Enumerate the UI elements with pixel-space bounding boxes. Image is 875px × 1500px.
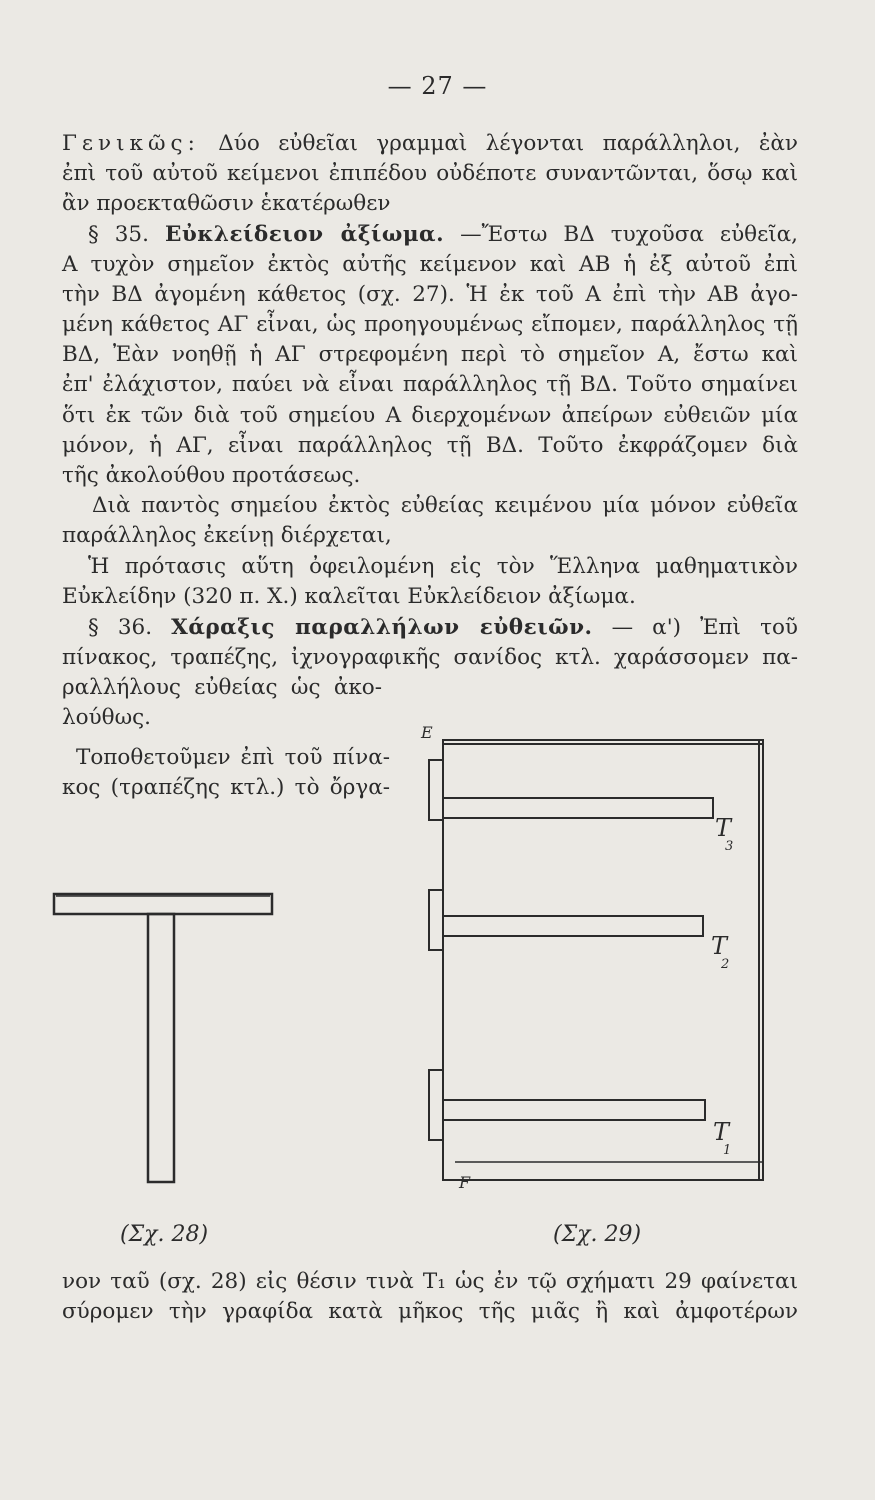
board-label-f: F xyxy=(459,1173,471,1190)
text-line-22: κος (τραπέζης κτλ.) τὸ ὄργα- xyxy=(62,775,390,800)
text-line-12: τῆς ἀκολούθου προτάσεως. xyxy=(62,463,361,488)
text-line-8: ΒΔ, Ἐὰν νοηθῇ ἡ ΑΓ στρεφομένη περὶ τὸ σημεῖον Α, ἔστω καὶ xyxy=(62,342,798,367)
text-line-9: ἐπ' ἐλάχιστον, παύει νὰ εἶναι παράλληλος τῇ ΒΔ. Τοῦτο σημαίνει xyxy=(62,372,798,397)
t2-head xyxy=(429,890,443,950)
text-line-18: πίνακος, τραπέζης, ἰχνογραφικῆς σανίδος κτλ. χαράσσομεν πα- xyxy=(62,645,798,670)
text-line-24: σύρομεν τὴν γραφίδα κατὰ μῆκος τῆς μιᾶς ἢ καὶ ἀμφοτέρων xyxy=(62,1299,798,1324)
t3-blade xyxy=(443,798,713,818)
t1-subscript: 1 xyxy=(723,1143,732,1158)
section-text: — α') Ἐπὶ τοῦ xyxy=(611,615,798,640)
t-square-blade xyxy=(148,914,174,1182)
text-line-11: μόνον, ἡ ΑΓ, εἶναι παράλληλος τῇ ΒΔ. Τοῦτο ἐκφράζομεν διὰ xyxy=(62,433,798,458)
figure-28-t-square xyxy=(50,870,280,1190)
t3-subscript: 3 xyxy=(725,839,734,854)
text-line-4 xyxy=(88,221,798,249)
t2-subscript: 2 xyxy=(721,957,730,972)
axiom-statement-line-1: Διὰ παντὸς σημείου ἐκτὸς εὐθείας κειμένου μία μόνον εὐθεῖα xyxy=(92,493,798,518)
figure-29-caption: (Σχ. 29) xyxy=(553,1222,642,1247)
section-heading-euclid-axiom: Εὐκλείδειον ἀξίωμα. xyxy=(164,222,445,247)
section-number-36: § 36. xyxy=(88,615,153,640)
text-line-17 xyxy=(88,614,798,642)
text-line-16: Εὐκλείδην (320 π. Χ.) καλεῖται Εὐκλείδειον ἀξίωμα. xyxy=(62,584,636,609)
text-line-21: Τοποθετοῦμεν ἐπὶ τοῦ πίνα- xyxy=(76,745,390,770)
text-line-23: νον ταῦ (σχ. 28) εἰς θέσιν τινὰ Τ₁ ὡς ἐν τῷ σχήματι 29 φαίνεται xyxy=(62,1269,798,1294)
text-line-7: μένη κάθετος ΑΓ εἶναι, ὡς προηγουμένως εἴπομεν, παράλληλος τῇ xyxy=(62,312,798,337)
figure-29-drawing-board xyxy=(415,720,775,1190)
definition-text: Δύο εὐθεῖαι γραμμαὶ λέγονται παράλληλοι, ἐὰν xyxy=(218,131,798,156)
section-text: —Ἔστω ΒΔ τυχοῦσα εὐθεῖα, xyxy=(460,222,799,247)
section-heading-parallels: Χάραξις παραλλήλων εὐθειῶν. xyxy=(171,615,593,640)
definition-heading: Γενικῶς: xyxy=(62,131,200,156)
t2-blade xyxy=(443,916,703,936)
t3-head xyxy=(429,760,443,820)
t3-label: Τ xyxy=(715,814,732,842)
axiom-statement-line-2: παράλληλος ἐκείνῃ διέρχεται, xyxy=(62,523,392,548)
section-number-35: § 35. xyxy=(88,222,149,247)
t-square-head xyxy=(54,894,272,914)
text-line-3: ἂν προεκταθῶσιν ἑκατέρωθεν xyxy=(62,191,391,216)
t2-label: Τ xyxy=(711,932,728,960)
t1-blade xyxy=(443,1100,705,1120)
text-line-1 xyxy=(62,130,798,158)
text-line-19: ραλλήλους εὐθείας ὡς ἀκο- xyxy=(62,675,382,700)
text-line-6: τὴν ΒΔ ἀγομένη κάθετος (σχ. 27). Ἡ ἐκ τοῦ Α ἐπὶ τὴν ΑΒ ἀγο- xyxy=(62,282,798,307)
t1-label: Τ xyxy=(713,1118,730,1146)
text-line-5: Α τυχὸν σημεῖον ἐκτὸς αὐτῆς κείμενον καὶ ΑΒ ἡ ἐξ αὐτοῦ ἐπὶ xyxy=(62,252,798,277)
page-number: — 27 — xyxy=(387,72,488,100)
text-line-20: λούθως. xyxy=(62,705,151,730)
board-label-e: Ε xyxy=(421,723,433,742)
figure-28-caption: (Σχ. 28) xyxy=(120,1222,209,1247)
drawing-board xyxy=(443,740,763,1180)
text-line-10: ὅτι ἐκ τῶν διὰ τοῦ σημείου Α διερχομένων ἀπείρων εὐθειῶν μία xyxy=(62,403,798,428)
text-line-15: Ἡ πρότασις αὕτη ὀφειλομένη εἰς τὸν Ἕλληνα μαθηματικὸν xyxy=(88,554,798,579)
t1-head xyxy=(429,1070,443,1140)
text-line-2: ἐπὶ τοῦ αὐτοῦ κείμενοι ἐπιπέδου οὐδέποτε συναντῶνται, ὅσῳ καὶ xyxy=(62,161,798,186)
